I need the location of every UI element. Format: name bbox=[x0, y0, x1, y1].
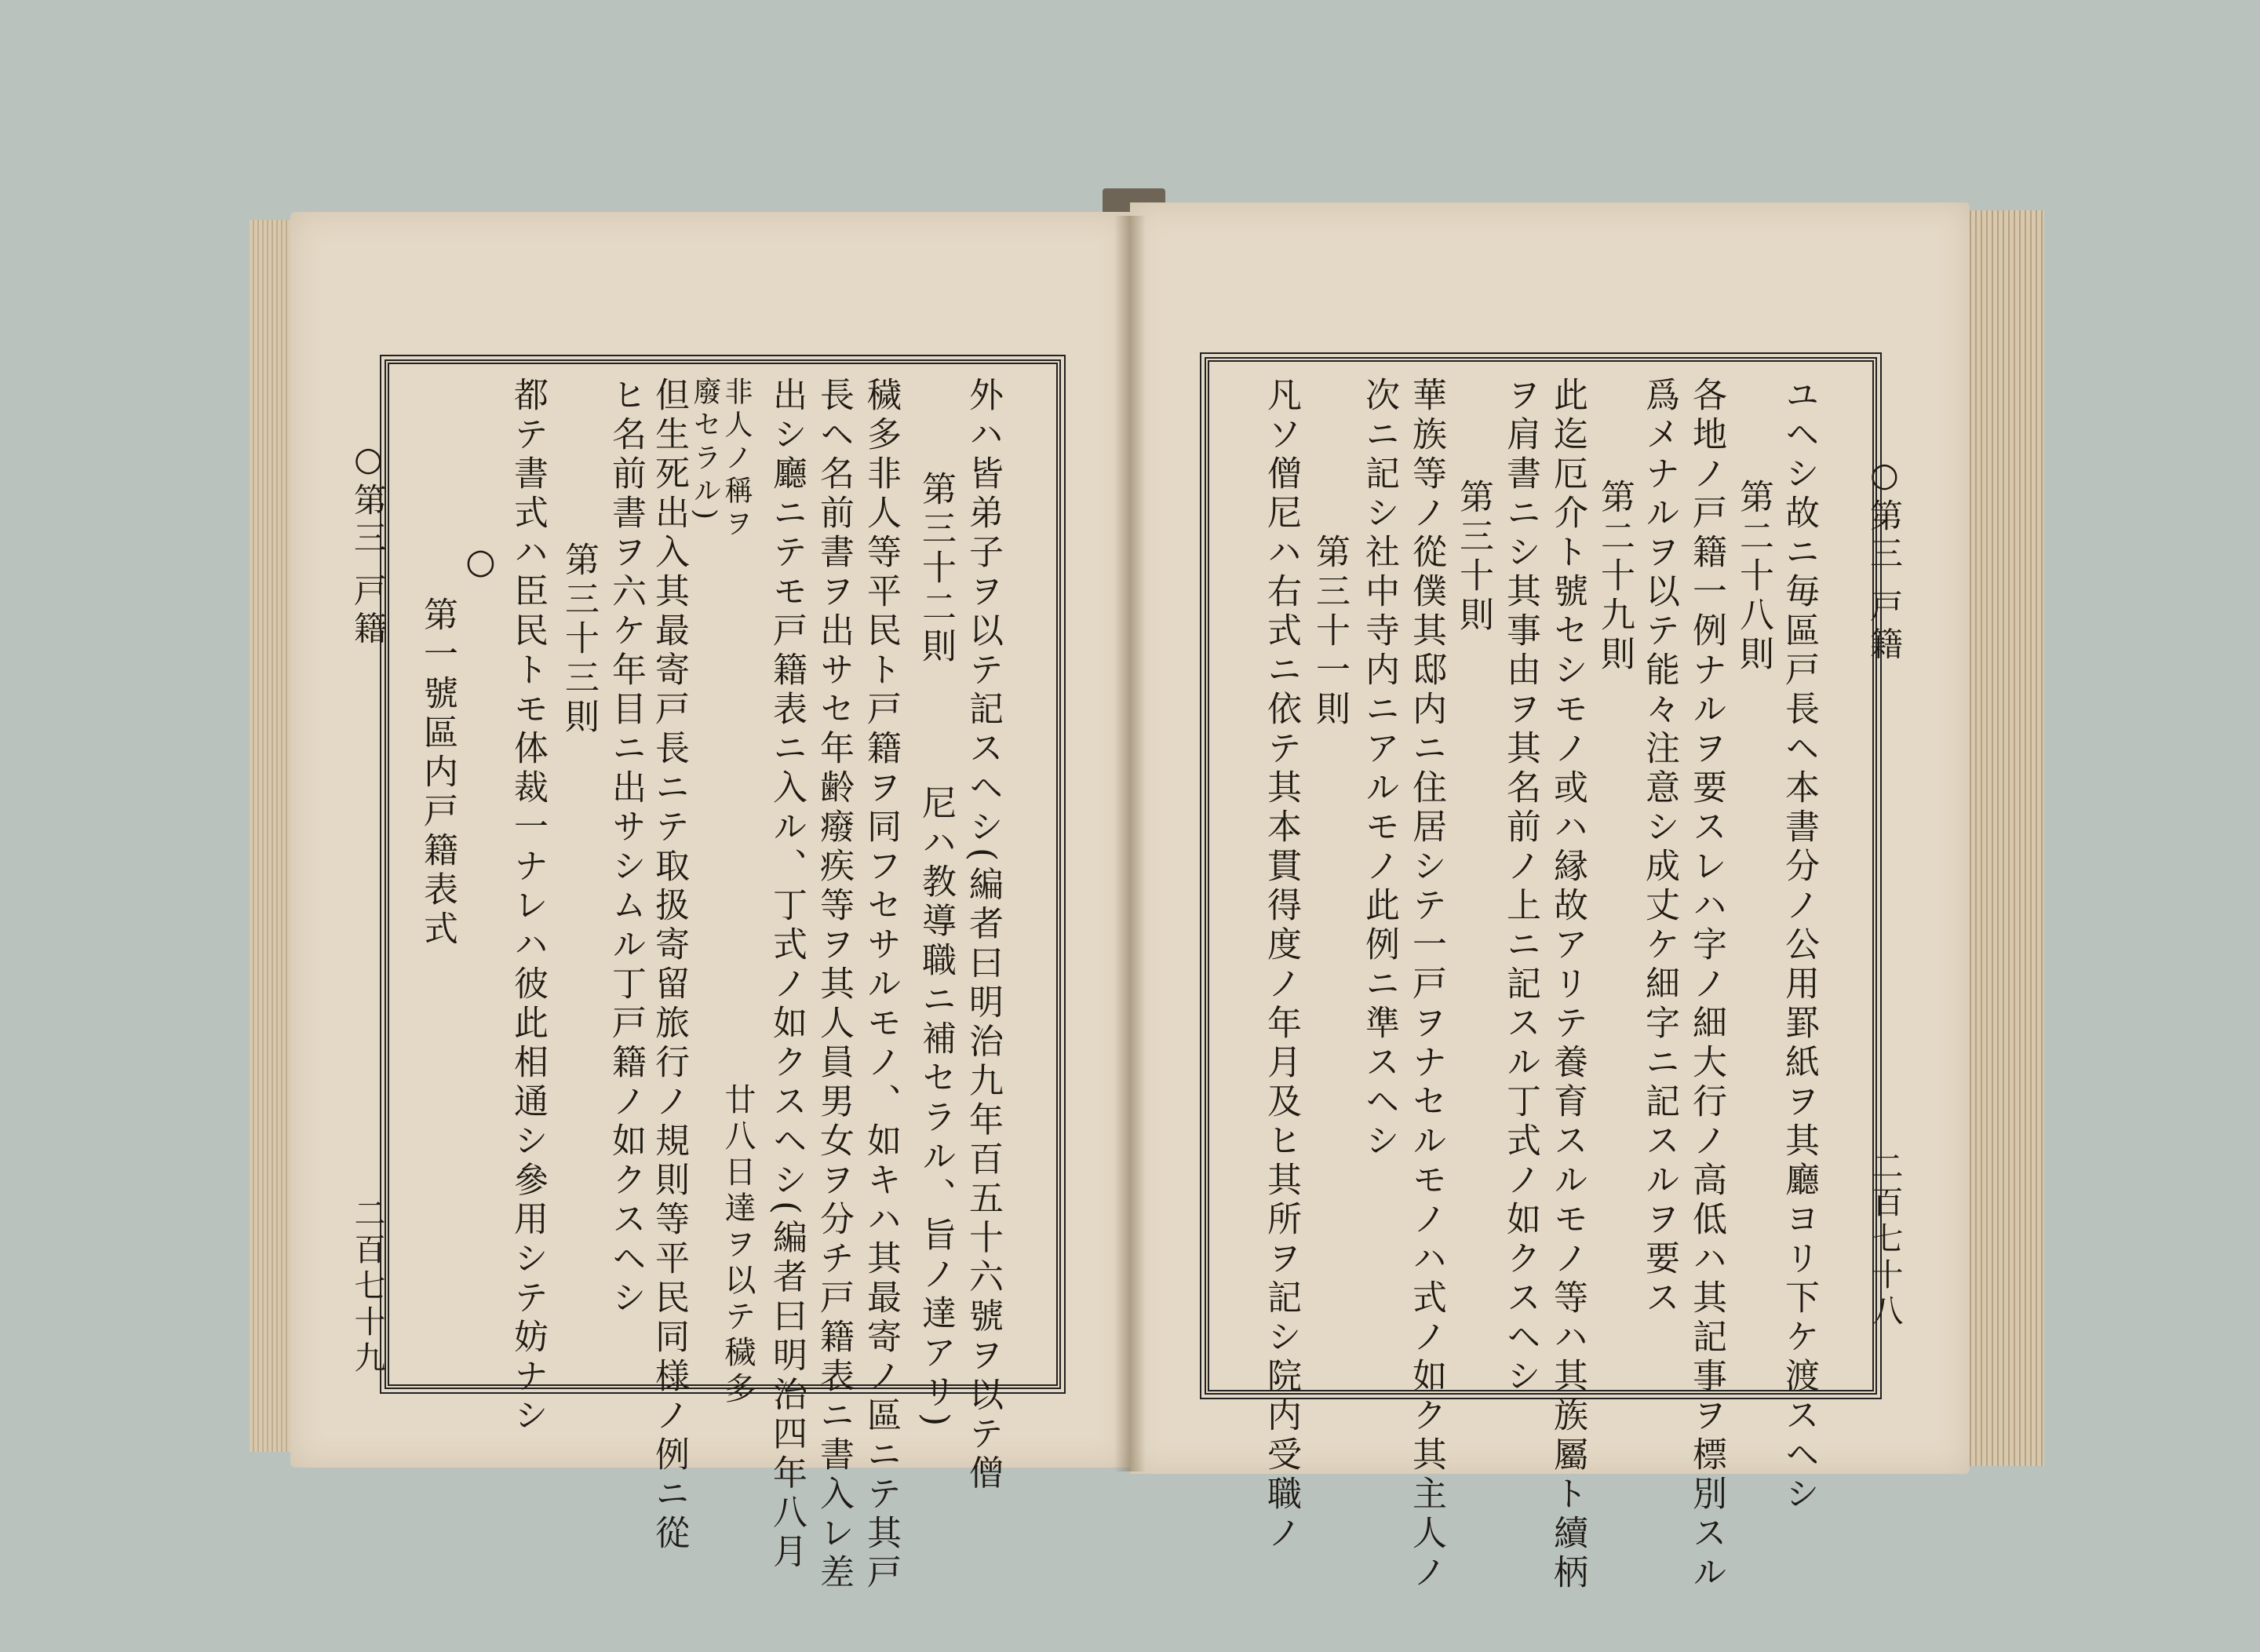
left-column-2: 尼ハ教導職ニ補セラル、旨ノ達アリ) bbox=[916, 785, 956, 1431]
left-column-13: 都テ書式ハ臣民トモ体裁一ナレハ彼此相通シ參用シテ妨ナシ bbox=[508, 377, 548, 1436]
left-column-12: 第三十三則 bbox=[559, 542, 599, 738]
left-folio: 二百七十九 bbox=[349, 1197, 385, 1377]
left-column-14: ○ bbox=[461, 542, 501, 586]
right-column-7: ヲ肩書ニシ其事由ヲ其名前ノ上ニ記スル丁式ノ如クスヘシ bbox=[1500, 377, 1540, 1397]
left-column-5: 長ヘ名前書ヲ出サセ年齢癈疾等ヲ其人員男女ヲ分チ戸籍表ニ書入レ差 bbox=[814, 377, 854, 1593]
right-text-frame bbox=[1205, 357, 1877, 1395]
left-page-edges bbox=[250, 220, 297, 1452]
left-column-6: 出シ廳ニテモ戸籍表ニ入ル、丁式ノ如クスヘシ(編者曰明治四年八月 bbox=[767, 377, 807, 1573]
left-column-11: ヒ名前書ヲ六ケ年目ニ出サシムル丁戸籍ノ如クスヘシ bbox=[606, 377, 646, 1318]
right-column-11: 第三十一則 bbox=[1310, 534, 1350, 730]
right-column-12: 凡ソ僧尼ハ右式ニ依テ其本貫得度ノ年月及ヒ其所ヲ記シ院内受職ノ bbox=[1261, 377, 1301, 1554]
left-column-4: 穢多非人等平民ト戸籍ヲ同フセサルモノ、如キハ其最寄ノ區ニテ其戸 bbox=[861, 377, 901, 1593]
right-column-6: 此迄厄介ト號セシモノ或ハ縁故アリテ養育スルモノ等ハ其族屬ト續柄 bbox=[1547, 377, 1587, 1593]
page-gutter bbox=[1114, 216, 1146, 1471]
right-column-3: 各地ノ戸籍一例ナルヲ要スレハ字ノ細大行ノ高低ハ其記事ヲ標別スル bbox=[1686, 377, 1726, 1593]
right-column-8: 第三十則 bbox=[1453, 479, 1493, 636]
right-page-edges bbox=[1966, 210, 2044, 1466]
right-folio: 二百七十八 bbox=[1867, 1150, 1903, 1330]
right-column-9: 華族等ノ從僕其邸内ニ住居シテ一戸ヲナセルモノハ式ノ如ク其主人ノ bbox=[1406, 377, 1446, 1593]
right-column-5: 第二十九則 bbox=[1595, 479, 1635, 675]
left-column-3: 第三十二則 bbox=[916, 471, 956, 667]
right-column-4: 爲メナルヲ以テ能々注意シ成丈ケ細字ニ記スルヲ要ス bbox=[1639, 377, 1679, 1318]
left-column-15: 第一號區内戸籍表式 bbox=[417, 596, 457, 950]
right-column-2: 第二十八則 bbox=[1733, 479, 1773, 675]
right-column-1: ユヘシ故ニ毎區戸長ヘ本書分ノ公用罫紙ヲ其廳ヨリ下ケ渡スヘシ bbox=[1779, 377, 1819, 1515]
left-column-8: 廢セラル) bbox=[689, 377, 721, 525]
left-column-9: 廿八日達ヲ以テ穢多 bbox=[720, 1083, 756, 1408]
left-column-1: 外ハ皆弟子ヲ以テ記スヘシ(編者曰明治九年百五十六號ヲ以テ僧 bbox=[963, 377, 1003, 1494]
right-running-head: ○第三 戸籍 bbox=[1865, 455, 1904, 665]
left-running-head: ○第三 戸籍 bbox=[349, 439, 388, 649]
right-column-10: 次ニ記シ社中寺内ニアルモノ此例ニ準スヘシ bbox=[1359, 377, 1399, 1162]
left-column-7: 非人ノ稱ヲ bbox=[720, 377, 753, 542]
left-column-10: 但生死出入其最寄戸長ニテ取扱寄留旅行ノ規則等平民同様ノ例ニ從 bbox=[649, 377, 689, 1554]
